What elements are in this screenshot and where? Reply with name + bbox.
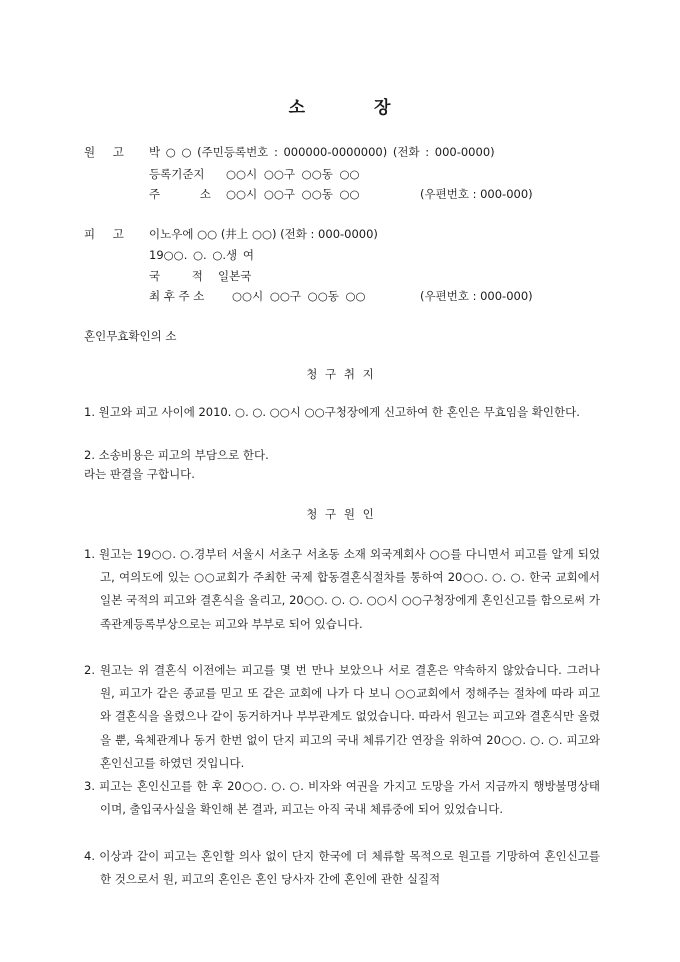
plaintiff-reg-value: ○○시 ○○구 ○○동 ○○	[226, 167, 360, 181]
plaintiff-reg-label: 등록기준지	[149, 167, 205, 181]
claim-purpose-item-2: 2. 소송비용은 피고의 부담으로 한다.	[84, 448, 269, 462]
defendant-nationality-label: 국 적	[149, 269, 203, 283]
plaintiff-postal: (우편번호 : 000-000)	[420, 187, 533, 201]
defendant-role-label: 피 고	[84, 227, 124, 241]
case-name: 혼인무효확인의 소	[84, 329, 177, 343]
claim-cause-item-2: 2. 원고는 위 결혼식 이전에는 피고를 몇 번 만나 보았으나 서로 결혼은 약속하지 않았습니다. 그러나 원, 피고가 같은 종교를 믿고 또 같은 교회에 나가 다 보니 ○○교회에서 정해주는 절차에 따라 피고와 결혼식을 올렸으나 같이 동거하거나 부부관계도 없었습니다. 따라서 원고는 피고와 결혼식만 올렸을 뿐, 육체관계나 동거 한번 없이 단지 피고의 국내 체류기간 연장을 위하여 20○○. ○. ○. 피고와 혼인신고를 하였던 것입니다.	[84, 663, 600, 770]
defendant-nationality-value: 일본국	[218, 269, 252, 283]
claim-cause-item-1: 1. 원고는 19○○. ○.경부터 서울시 서초구 서초동 소재 외국계회사 ○○를 다니면서 피고를 알게 되었고, 여의도에 있는 ○○교회가 주최한 국제 합동결혼식절차를 통하여 20○○. ○. ○. 한국 교회에서 일본 국적의 피고와 결혼식을 올리고, 20○○. ○. ○. ○○시 ○○구청장에게 혼인신고를 함으로써 가족관계등록부상으로는 피고와 부부로 되어 있습니다.	[84, 547, 600, 631]
claim-purpose-item-1: 1. 원고와 피고 사이에 2010. ○. ○. ○○시 ○○구청장에게 신고하여 한 혼인은 무효임을 확인한다.	[84, 405, 580, 419]
claim-cause-heading: 청 구 원 인	[306, 507, 374, 521]
claim-cause-item-3: 3. 피고는 혼인신고를 한 후 20○○. ○. ○. 비자와 여권을 가지고 도망을 가서 지금까지 행방불명상태이며, 출입국사실을 확인해 본 결과, 피고는 아직 국내 체류중에 되어 있었습니다.	[84, 779, 600, 817]
document-title	[0, 93, 680, 118]
claim-purpose-closing: 라는 판결을 구합니다.	[84, 467, 195, 481]
defendant-last-addr-value: ○○시 ○○구 ○○동 ○○	[232, 289, 366, 303]
defendant-birth: 19○○. ○. ○.생 여	[149, 248, 254, 262]
defendant-postal: (우편번호 : 000-000)	[420, 289, 533, 303]
defendant-last-addr-label: 최 후 주 소	[149, 289, 205, 303]
defendant-name-line: 이노우에 ○○ (井上 ○○) (전화 : 000-0000)	[149, 227, 378, 241]
plaintiff-name-line: 박 ○ ○ (주민등록번호 : 000000-0000000) (전화 : 000-0000)	[149, 145, 495, 159]
claim-cause-item-4: 4. 이상과 같이 피고는 혼인할 의사 없이 단지 한국에 더 체류할 목적으로 원고를 기망하여 혼인신고를 한 것으로서 원, 피고의 혼인은 혼인 당사자 간에 혼인에 관한 실질적	[84, 849, 600, 887]
title-char-2: 장	[374, 98, 392, 118]
plaintiff-addr-value: ○○시 ○○구 ○○동 ○○	[226, 187, 360, 201]
title-char-1: 소	[288, 98, 306, 118]
plaintiff-role-label: 원 고	[84, 145, 124, 159]
claim-purpose-heading: 청 구 취 지	[306, 367, 374, 381]
plaintiff-addr-label: 주 소	[149, 187, 211, 201]
